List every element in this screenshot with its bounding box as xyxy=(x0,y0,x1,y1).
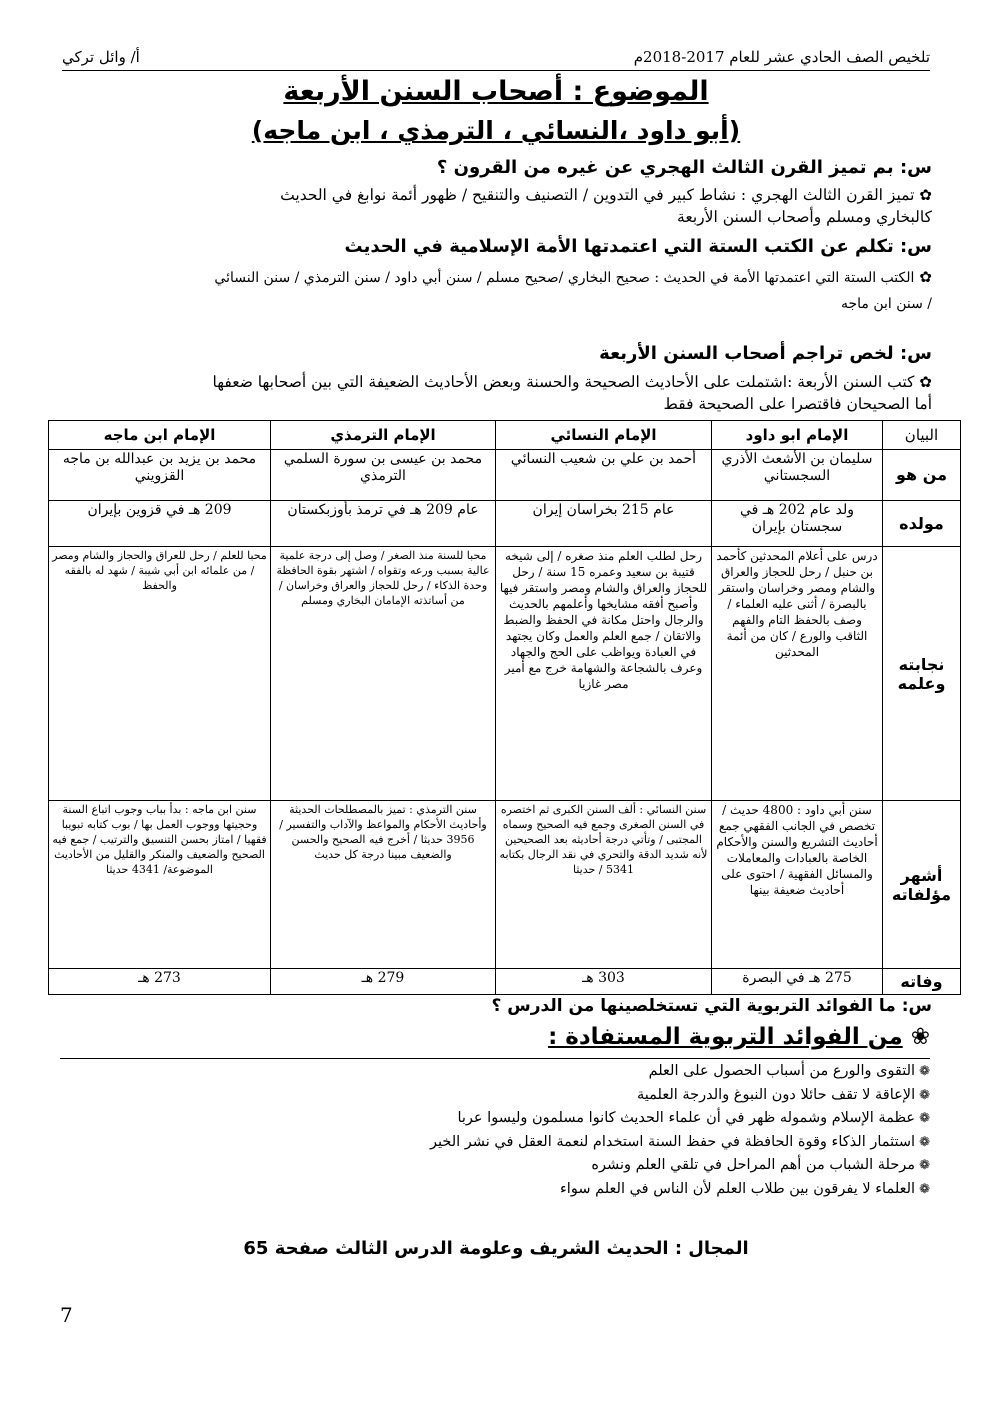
flower-bullet-icon: ❁ xyxy=(919,1134,930,1150)
flower-bullet-icon: ✿ xyxy=(919,373,932,391)
header-course: تلخيص الصف الحادي عشر للعام 2017-2018م xyxy=(633,48,930,66)
table-cell: سنن الترمذي : تميز بالمصطلحات الحديثة وأحاديث الأحكام والمواعظ والآداب والتفسير / 3956 حديثا / أخرج فيه الصحيح والحسن والضعيف مبينا درجة كل حديث xyxy=(271,801,496,968)
flower-bullet-icon: ❁ xyxy=(919,1087,930,1103)
table-cell: عام 209 هـ في ترمذ بأوزبكستان xyxy=(271,500,496,546)
flower-bullet-icon: ❁ xyxy=(919,1064,930,1079)
table-row xyxy=(49,801,961,968)
list-item: ❁العلماء لا يفرقون بين طلاب العلم لأن الناس في العلم سواء xyxy=(559,1180,930,1197)
page-number: 7 xyxy=(60,1303,73,1327)
table-cell: أحمد بن علي بن شعيب النسائي xyxy=(496,450,712,500)
table-cell: عام 215 بخراسان إيران xyxy=(496,500,712,546)
table-header-cell: البيان xyxy=(883,421,961,450)
page-footer: المجال : الحديث الشريف وعلومة الدرس الثالث صفحة 65 xyxy=(243,1238,749,1259)
list-item: ❁مرحلة الشباب من أهم المراحل في تلقي العلم ونشره xyxy=(591,1157,930,1173)
table-cell: درس على أعلام المحدثين كأحمد بن حنبل / رحل للحجاز والعراق والشام ومصر وخراسان واستقر بالبصرة / أثنى عليه العلماء / وصف بالحفظ التام والفهم الثاقب والورع / كان من أئمة المحدثين xyxy=(712,547,883,801)
table-cell: سنن ابن ماجه : بدأ بباب وجوب اتباع السنة وحجيتها ووجوب العمل بها / بوب كتابه تبويبا فقهيا / امتاز بحسن التنسيق والترتيب / جمع فيه الصحيح والضعيف والمنكر والقليل من الأحاديث الموضوعة/ 4341 حديثا xyxy=(49,801,271,968)
table-cell: سليمان بن الأشعث الأذري السجستاني xyxy=(712,450,883,500)
table-cell: 303 هـ xyxy=(496,968,712,994)
table-header-cell: الإمام ابو داود xyxy=(712,421,883,450)
table-cell: محمد بن يزيد بن عبدالله بن ماجه القزويني xyxy=(49,450,271,500)
table-cell: سنن أبي داود : 4800 حديث / تخصص في الجانب الفقهي جمع أحاديث التشريع والسنن والأحكام الخاصة بالعبادات والمعاملات والمسائل الفقهية / احتوى على أحاديث ضعيفة بينها xyxy=(712,801,883,968)
flower-bullet-icon: ✿ xyxy=(919,268,932,286)
flower-bullet-icon: ❁ xyxy=(919,1111,930,1126)
table-row xyxy=(49,968,961,994)
answer-3: ✿كتب السنن الأربعة :اشتملت على الأحاديث الصحيحة والحسنة وبعض الأحاديث الضعيفة التي بين أصحابها ضعفها أما الصحيحان فاقتصرا على الصحيحة فقط xyxy=(212,373,932,413)
table-cell: ولد عام 202 هـ في سجستان بإيران xyxy=(712,500,883,546)
benefits-title: ❀ من الفوائد التربوية المستفادة : xyxy=(60,1024,930,1059)
benefits-question: س: ما الفوائد التربوية التي تستخلصينها من الدرس ؟ xyxy=(491,996,932,1016)
page-header xyxy=(62,46,930,71)
flower-icon: ❀ xyxy=(910,1024,930,1050)
title-topic: الموضوع : أصحاب السنن الأربعة xyxy=(283,76,709,107)
flower-bullet-icon: ✿ xyxy=(919,186,932,204)
list-item: ❁الإعاقة لا تقف حائلا دون النبوغ والدرجة العلمية xyxy=(637,1086,930,1103)
table-cell: محمد بن عيسى بن سورة السلمي الترمذي xyxy=(271,450,496,500)
imams-table xyxy=(48,420,961,995)
table-header-cell: الإمام ابن ماجه xyxy=(49,421,271,450)
flower-bullet-icon: ❁ xyxy=(919,1158,930,1173)
benefits-list xyxy=(430,1060,930,1201)
table-row xyxy=(49,450,961,500)
question-2: س: تكلم عن الكتب الستة التي اعتمدتها الأمة الإسلامية في الحديث xyxy=(344,236,932,257)
header-author: أ/ وائل تركي xyxy=(62,48,140,66)
row-label: أشهر مؤلفاته xyxy=(883,801,961,968)
list-item: ❁التقوى والورع من أسباب الحصول على العلم xyxy=(648,1063,930,1079)
table-row xyxy=(49,547,961,801)
list-item: ❁استثمار الذكاء وقوة الحافظة في حفظ السنة استخدام لنعمة العقل في نشر الخير xyxy=(429,1133,930,1150)
row-label: وفاته xyxy=(883,968,961,994)
title-names: (أبو داود ،النسائي ، الترمذي ، ابن ماجه) xyxy=(251,116,741,145)
flower-bullet-icon: ❁ xyxy=(919,1181,930,1197)
table-header-row xyxy=(49,421,961,450)
table-cell: 275 هـ في البصرة xyxy=(712,968,883,994)
row-label: من هو xyxy=(883,450,961,500)
table-cell: محبا للسنة منذ الصغر / وصل إلى درجة علمية عالية بسبب ورعه وتقواه / اشتهر بقوة الحافظة وحدة الذكاء / رحل للحجاز والعراق وخراسان / من أساتذته الإمامان البخاري ومسلم xyxy=(271,547,496,801)
table-header-cell: الإمام الترمذي xyxy=(271,421,496,450)
table-header-cell: الإمام النسائي xyxy=(496,421,712,450)
question-1: س: بم تميز القرن الثالث الهجري عن غيره من القرون ؟ xyxy=(436,157,932,178)
table-cell: رحل لطلب العلم منذ صغره / إلى شيخه قتيبة بن سعيد وعمره 15 سنة / رحل للحجاز والعراق والشام ومصر واستقر فيها وأصبح أفقه مشايخها وأعلمهم بالحديث والرجال واحتل مكانة في الحفظ والضبط والاتقان / جمع العلم والعمل وكان يجتهد في العبادة ويواظب على الحج والجهاد وعرف بالشجاعة والشهامة خرج مع أمير مصر غازيا xyxy=(496,547,712,801)
answer-1: ✿تميز القرن الثالث الهجري : نشاط كبير في التدوين / التصنيف والتنقيح / ظهور أئمة نوابغ في الحديث كالبخاري ومسلم وأصحاب السنن الأربعة xyxy=(280,186,932,226)
table-cell: 279 هـ xyxy=(271,968,496,994)
row-label: مولده xyxy=(883,500,961,546)
list-item: ❁عظمة الإسلام وشموله ظهر في أن علماء الحديث كانوا مسلمون وليسوا عربا xyxy=(457,1110,930,1126)
table-cell: سنن النسائي : ألف السنن الكبرى ثم اختصره في السنن الصغرى وجمع فيه الصحيح وسماه المجتبى / وتأتي درجة أحاديثه بعد الصحيحين لأنه شديد الدقة والتحري في نقد الرجال بكتابه 5341 / حديثا xyxy=(496,801,712,968)
row-label: نجابته وعلمه xyxy=(883,547,961,801)
table-cell: 273 هـ xyxy=(49,968,271,994)
table-cell: محبا للعلم / رحل للعراق والحجاز والشام ومصر / من علمائه ابن أبي شيبة / شهد له بالفقه والحفظ xyxy=(49,547,271,801)
table-cell: 209 هـ في قزوين بإيران xyxy=(49,500,271,546)
question-3: س: لخص تراجم أصحاب السنن الأربعة xyxy=(599,343,932,364)
table-row xyxy=(49,500,961,546)
answer-2: ✿الكتب الستة التي اعتمدتها الأمة في الحديث : صحيح البخاري /صحيح مسلم / سنن أبي داود / سنن الترمذي / سنن النسائي / سنن ابن ماجه xyxy=(214,268,932,312)
